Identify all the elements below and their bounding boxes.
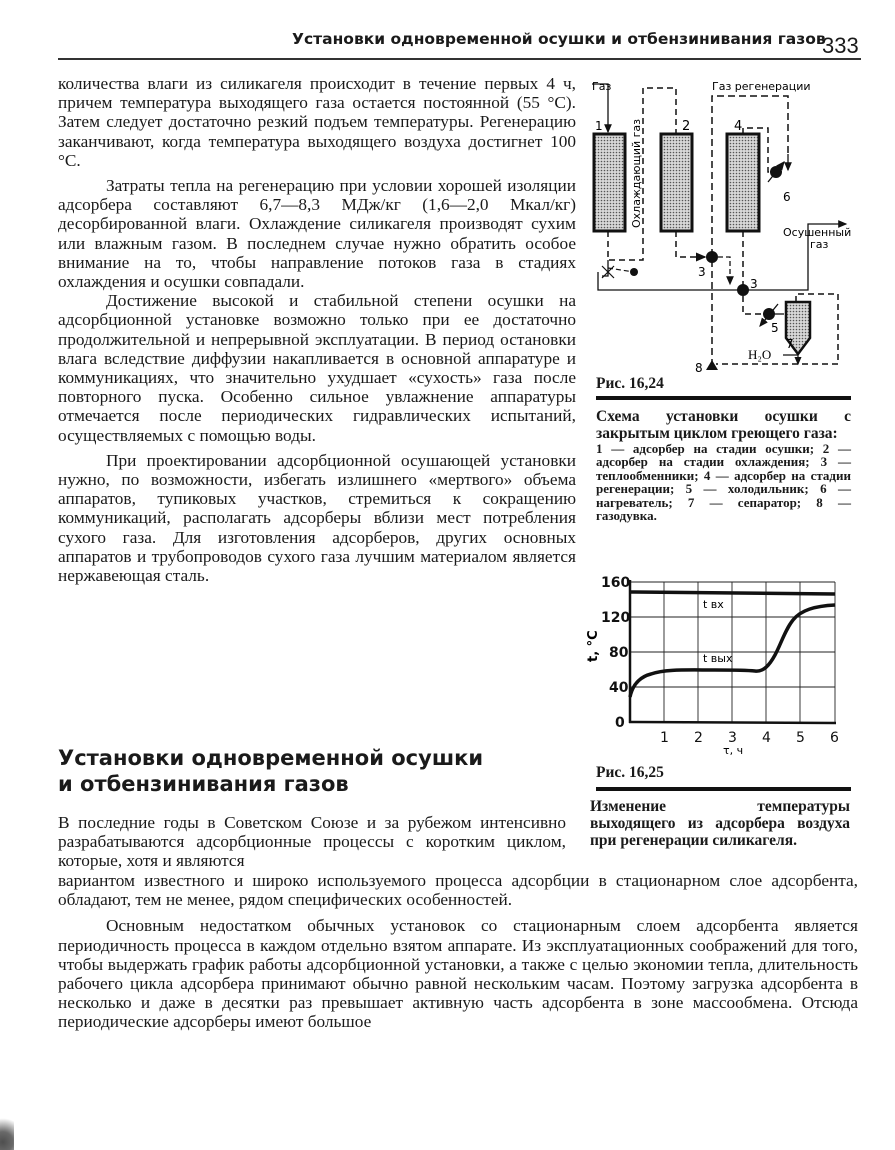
svg-text:Газ: Газ xyxy=(592,80,612,93)
figure-16-24-label: Рис. 16,24 xyxy=(596,375,664,392)
section-paragraph-narrow xyxy=(58,813,566,871)
figure-16-24-caption xyxy=(596,408,851,522)
paragraph-specifics: вариантом известного и широко используемого процесса адсорбции в стационарном слое адсорбента, обладают, тем не менее, рядом специфических особенностей. xyxy=(58,871,858,910)
svg-text:120: 120 xyxy=(601,610,631,626)
svg-text:t вх: t вх xyxy=(703,598,724,611)
svg-text:2: 2 xyxy=(694,730,703,746)
paragraph-design: При проектировании адсорбционной осушающей установки нужно, по возможности, избегать излишнего «мертвого» объема аппаратов, тупиковых участков, стремиться к сокращению коммуникаций, располагать адсорберы вблизи мест потребления сухого газа. Для изготовления адсорберов, других основных аппаратов и трубопроводов сухого газа лучшим материалом является нержавеющая сталь. xyxy=(58,450,576,586)
svg-text:t, °C: t, °C xyxy=(586,630,601,662)
blower-8-icon xyxy=(706,360,718,370)
series-t-out xyxy=(630,605,835,697)
section-heading xyxy=(58,745,483,797)
section-paragraph-wide xyxy=(58,871,858,1032)
svg-text:1: 1 xyxy=(595,119,603,133)
svg-text:Охлаждающий газ: Охлаждающий газ xyxy=(630,119,643,228)
svg-text:2: 2 xyxy=(682,119,691,134)
paragraph-regeneration-end: количества влаги из силикагеля происходит в течение первых 4 ч, причем температура выходящего газа остается постоянной (55 °С). Затем следует достаточно резкий подъем температуры. Регенерацию заканчивают, когда температура выходящего воздуха достигнет 100 °С. xyxy=(58,74,576,170)
svg-text:газ: газ xyxy=(810,238,829,251)
svg-text:160: 160 xyxy=(601,575,631,591)
svg-text:4: 4 xyxy=(762,730,771,746)
figure-16-25-label: Рис. 16,25 xyxy=(596,764,664,781)
svg-text:τ, ч: τ, ч xyxy=(723,744,744,755)
heat-exchanger-3b-icon xyxy=(737,284,749,296)
paragraph-drawback: Основным недостатком обычных установок со стационарным слоем адсорбента является периодичность процесса в каждом отдельно взятом аппарате. Из эксплуатационных соображений для того, чтобы выдержать график работы адсорбционной установки, а также с целью экономии тепла, длительность рабочего цикла адсорбера принимают обычно равной нескольким часам. Поэтому загрузка адсорбента в несколько и даже в десятки раз превышает активную часть адсорбента в зоне массообмена. Отсюда периодические адсорберы имеют большое xyxy=(58,916,858,1032)
svg-text:Газ регенерации: Газ регенерации xyxy=(712,80,811,93)
main-text-column xyxy=(58,74,576,585)
figure-16-24-caption-title: Схема установки осушки с закрытым циклом греющего газа: xyxy=(596,408,851,442)
page-number: 333 xyxy=(822,33,859,58)
section-heading-line1: Установки одновременной осушки xyxy=(58,746,484,770)
adsorber-2-icon xyxy=(661,134,692,231)
paragraph-stable-drying: Достижение высокой и стабильной степени осушки на адсорбционной установке возможно только при ее достаточно продолжительной и непрерывной эксплуатации. В период остановки влага вследствие диффузии накапливается в основной аппаратуре и коммуникациях, что значительно ухудшает «сухость» газа после повторного пуска. Особенно сильное увлажнение аппаратуры отмечается после периодических гидравлических испытаний, осуществляемых с помощью воды. xyxy=(58,291,576,445)
running-title: Установки одновременной осушки и отбензинивания газов xyxy=(292,30,826,48)
svg-text:3: 3 xyxy=(728,730,737,746)
figure-16-24-rule xyxy=(596,396,851,400)
temperature-chart xyxy=(585,570,855,755)
figure-16-24-diagram xyxy=(588,76,858,372)
svg-text:8: 8 xyxy=(695,361,703,372)
series-t-in xyxy=(630,592,835,594)
figure-16-25-rule xyxy=(596,787,851,791)
svg-text:H₂O: H₂O xyxy=(748,347,772,362)
figure-16-25-chart xyxy=(585,570,855,755)
svg-text:0: 0 xyxy=(615,715,625,731)
paragraph-short-cycle: В последние годы в Советском Союзе и за рубежом интенсивно разрабатываются адсорбционные процессы с коротким циклом, которые, хотя и являются xyxy=(58,813,566,871)
svg-text:3: 3 xyxy=(698,265,706,279)
adsorber-4-icon xyxy=(727,134,759,231)
svg-text:1: 1 xyxy=(660,730,669,746)
scan-artifact xyxy=(0,1110,14,1150)
paragraph-heat-cost: Затраты тепла на регенерацию при условии хорошей изоляции адсорбера составляют 6,7—8,3 МДж/кг (1,6—2,0 Мкал/кг) десорбированной влаги. Охлаждение силикагеля производят сухим или влажным газом. В последнем случае нужно обратить особое внимание на то, чтобы направление потоков газа в стадиях охлаждения и осушки совпадали. xyxy=(58,176,576,292)
header-rule xyxy=(58,58,861,60)
process-schematic xyxy=(588,76,858,372)
figure-16-25-caption: Изменение температуры выходящего из адсорбера воздуха при регенерации силикагеля. xyxy=(590,798,850,849)
adsorber-1-icon xyxy=(594,134,625,231)
svg-text:80: 80 xyxy=(609,645,629,661)
svg-text:40: 40 xyxy=(609,680,629,696)
svg-text:Осушенный: Осушенный xyxy=(783,226,852,239)
svg-text:6: 6 xyxy=(783,190,791,204)
figure-16-24-legend: 1 — адсорбер на стадии осушки; 2 — адсорбер на стадии охлаждения; 3 — теплообменники; 4 — адсорбер на стадии регенерации; 5 — холодильник; 6 — нагреватель; 7 — сепаратор; 8 — газодувка. xyxy=(596,441,851,524)
svg-text:7: 7 xyxy=(786,337,794,351)
svg-text:3: 3 xyxy=(750,277,758,291)
section-heading-line2: и отбензинивания газов xyxy=(58,772,349,796)
svg-text:t вых: t вых xyxy=(703,652,733,665)
svg-text:5: 5 xyxy=(796,730,805,746)
svg-text:5: 5 xyxy=(771,321,779,335)
svg-text:4: 4 xyxy=(734,119,743,134)
svg-text:6: 6 xyxy=(830,730,839,746)
